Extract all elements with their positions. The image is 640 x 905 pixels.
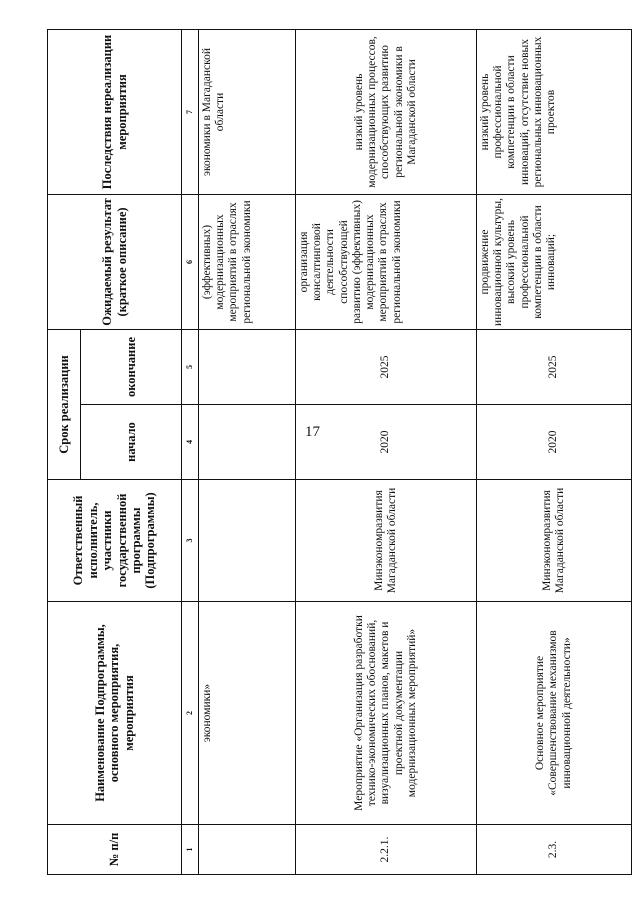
header-start: начало xyxy=(81,405,182,480)
col-number: 3 xyxy=(182,480,199,602)
row-expected: продвижение инновационной культуры, высокий уровень профессиональной компетенции в области инноваций; xyxy=(477,194,632,329)
header-responsible: Ответственный исполнитель, участники государственной программы (Подпрограммы) xyxy=(48,480,182,602)
row-expected: организация консалтинговой деятельности способствующей развитию (эффективных) модернизационных мероприятий в отраслях региональной экономики xyxy=(296,194,477,329)
header-end: окончание xyxy=(81,329,182,404)
col-number: 6 xyxy=(182,194,199,329)
col-number: 1 xyxy=(182,825,199,875)
row-expected: (эффективных) модернизационных мероприятий в отраслях региональной экономики xyxy=(199,194,296,329)
row-end: 2025 xyxy=(477,329,632,404)
row-name: Мероприятие «Организация разработки технико-экономических обоснований, визуализационных планов, макетов и проектной документации модернизационных мероприятий» xyxy=(296,602,477,825)
row-end xyxy=(199,329,296,404)
program-table xyxy=(47,29,632,875)
row-consequences: низкий уровень профессиональной компетенции в области инноваций, отсутствие новых региональных инновационных проектов xyxy=(477,29,632,194)
row-consequences: экономики в Магаданской области xyxy=(199,29,296,194)
header-consequences: Последствия нереализации мероприятия xyxy=(48,29,182,194)
column-number-row xyxy=(182,29,199,874)
col-number: 2 xyxy=(182,602,199,825)
table-row xyxy=(199,29,296,874)
row-responsible: Минэкономразвития Магаданской области xyxy=(296,480,477,602)
header-term: Срок реализации xyxy=(48,329,81,479)
row-start: 2020 xyxy=(477,405,632,480)
page-number: 17 xyxy=(305,424,320,440)
row-name: экономики» xyxy=(199,602,296,825)
row-num: 2.2.1. xyxy=(296,825,477,875)
row-num: 2.3. xyxy=(477,825,632,875)
header-name: Наименование Подпрограммы, основного мероприятия, мероприятия xyxy=(48,602,182,825)
row-consequences: низкий уровень модернизационных процессов, способствующих развитию региональной экономики в Магаданской области xyxy=(296,29,477,194)
row-num xyxy=(199,825,296,875)
row-responsible: Минэкономразвития Магаданской области xyxy=(477,480,632,602)
rotated-table-container xyxy=(47,30,624,875)
table-row xyxy=(296,29,477,874)
header-expected: Ожидаемый результат (краткое описание) xyxy=(48,194,182,329)
row-start: 2020 xyxy=(296,405,477,480)
table-row xyxy=(477,29,632,874)
col-number: 5 xyxy=(182,329,199,404)
row-end: 2025 xyxy=(296,329,477,404)
header-num: № п/п xyxy=(48,825,182,875)
header-row xyxy=(48,29,81,874)
row-name: Основное мероприятие «Совершенствование механизмов инновационной деятельности» xyxy=(477,602,632,825)
row-responsible xyxy=(199,480,296,602)
col-number: 4 xyxy=(182,405,199,480)
col-number: 7 xyxy=(182,29,199,194)
row-start xyxy=(199,405,296,480)
